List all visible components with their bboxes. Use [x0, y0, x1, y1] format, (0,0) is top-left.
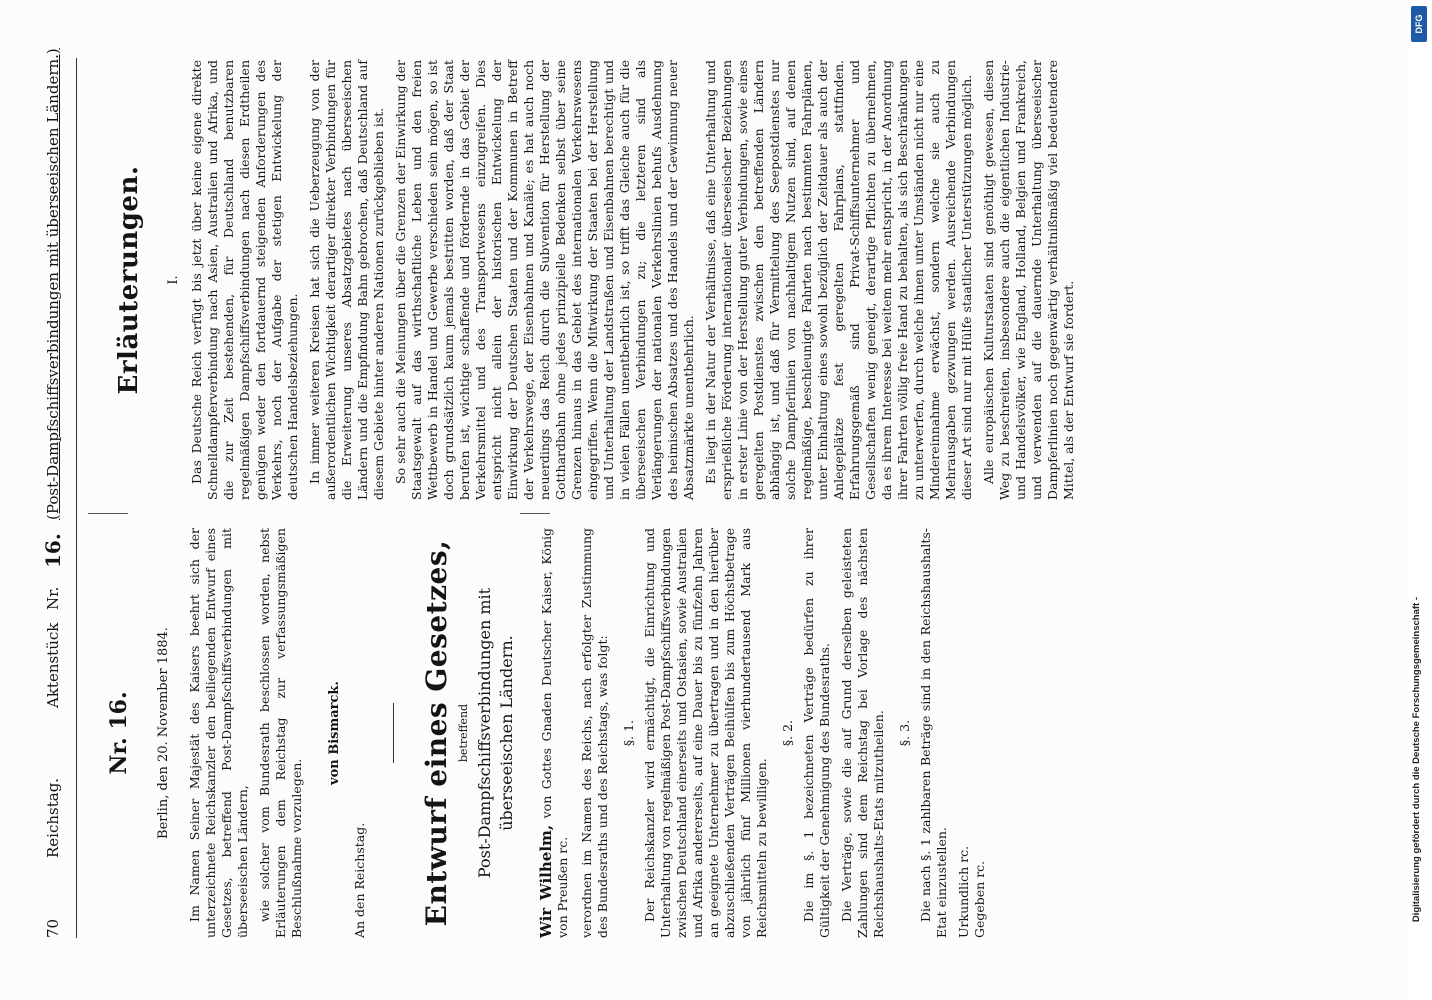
header-number: 16. — [41, 533, 65, 568]
draft-betreffend: betreffend — [457, 703, 470, 763]
roman-numeral: I. — [166, 275, 181, 285]
explanation-paragraph-1: Das Deutsche Reich verfügt bis jetzt über keine eigene direkte Schnelldampferverbindung nach Asien, Australien und Afrika, und die zur Zeit bestehenden, für Deutschland benutzbaren regelmäßigen Dampfschiffsverbindungen nach diesen Erdtheilen genügen weder den fortdauernd steigenden Anforderungen des Verkehrs, noch der Aufgabe der stetigen Entwickelung der deutschen Handelsbeziehungen. — [189, 60, 300, 500]
closing-given: Gegeben rc. — [972, 860, 987, 938]
cover-letter-text: Im Namen Seiner Majestät des Kaisers beehrt sich der unterzeichnete Reichskanzler den beiliegenden Entwurf eines Gesetzes, betreffend Post-Dampfschiffsverbindungen mit überseeischen Ländern, — [187, 528, 250, 938]
header-document: Aktenstück — [44, 622, 62, 708]
explanation-paragraph-2: In immer weiteren Kreisen hat sich die Ueberzeugung von der außerordentlichen Wichtigkeit derartiger direkter Verbindungen für die Erweiterung unseres Absatzgebietes nach überseeischen Ländern und die Empfindung Bahn gebrochen, daß Deutschland auf diesem Gebiete hinter anderen Nationen zurückgeblieben ist. — [307, 60, 386, 500]
digitization-sidebar — [1408, 0, 1432, 1000]
draft-title: Entwurf eines Gesetzes, — [420, 539, 453, 927]
explanation-paragraph-4: Es liegt in der Natur der Verhältnisse, daß eine Unterhaltung und ersprießliche Förderung internationaler überseeischer Beziehungen in erster Linie von der Herstellung guter Verbindungen, sowie eines geregelten Postdienstes zwischen den betreffenden Ländern abhängig ist, und daß für Vermittelung des Seepostdienstes nur solche Dampferlinien von nachhaltigem Nutzen sind, auf denen regelmäßige, beschleunigte Fahrten nach bestimmten Fahrplänen, unter Einhaltung eines sowohl bezüglich der Zeitdauer als auch der Anlegeplätze fest geregelten Fahrplans, stattfinden. Erfahrungsgemäß sind Privat-Schiffsunternehmer und Gesellschaften wenig geneigt, derartige Pflichten zu übernehmen, da es ihrem Interesse bei weitem mehr entspricht, in der Anordnung ihrer Fahrten völlig freie Hand zu behalten, als sich Beschränkungen zu unterwerfen, durch welche ihnen unter Umständen nicht nur eine Mindereinnahme erwächst, sondern welche sie auch zu Mehrausgaben gezwungen werden. Ausreichende Verbindungen dieser Art sind nur mit Hülfe staatlicher Unterstützungen möglich. — [703, 60, 974, 500]
header-source: Reichstag. — [44, 777, 62, 858]
header-nr-label: Nr. — [44, 586, 62, 610]
header-rule — [76, 58, 77, 938]
section-2-text: Die im §. 1 bezeichneten Verträge bedürfen zu ihrer Gültigkeit der Genehmigung des Bundesraths. — [801, 528, 832, 938]
running-header — [41, 48, 68, 938]
dfg-logo-text: DFG — [1414, 14, 1424, 34]
explanation-paragraph-3: So sehr auch die Meinungen über die Grenzen der Einwirkung der Staatsgewalt auf das wirthschaftliche Leben und den freien Wettbewerb in Handel und Gewerbe verschieden sein mögen, so ist doch grundsätzlich kaum jemals bestritten worden, daß der Staat berufen ist, wichtige schaffende und fördernde in das Gebiet der Verkehrsmittel und des Transportwesens einzugreifen. Dies entspricht nicht allein der historischen Entwickelung der Einwirkung der Deutschen Staaten und der Kommunen in Betreff der Verkehrswege, der Eisenbahnen und Kanäle; es hat auch noch neuerdings das Reich durch die Subvention für Herstellung der Gotthardbahn ohne jedes prinzipielle Bedenken selbst über seine Grenzen hinaus in das Gebiet des internationalen Verkehrswesens eingegriffen. Wenn die Mitwirkung der Staaten bei der Herstellung und Unterhaltung der Landstraßen und Eisenbahnen berechtigt und in vielen Fällen unentbehrlich ist, so trifft das Gleiche auch für die überseeischen Verbindungen zu; die letzteren sind als Verlängerungen der nationalen Verkehrslinien behufs Ausdehnung des heimischen Absatzes und des Handels und der Gewinnung neuer Absatzmärkte unentbehrlich. — [393, 60, 696, 500]
preamble-name: Wir Wilhelm, — [537, 824, 555, 938]
cover-letter-text-continued: wie solcher vom Bundesrath beschlossen worden, nebst Erläuterungen dem Reichstag zur verfassungsmäßigen Beschlußnahme vorzulegen. — [257, 528, 304, 938]
column-separator-top — [88, 513, 128, 514]
section-1-text: Der Reichskanzler wird ermächtigt, die Einrichtung und Unterhaltung von regelmäßigen Post-Dampfschiffsverbindungen zwischen Deutschland einerseits und Ostasien, sowie Australien und Afrika andererseits, auf eine Dauer bis zu fünfzehn Jahren an geeignete Unternehmer zu übertragen und in den hierüber abzuschließenden Verträgen Beihülfen bis zum Höchstbetrage von jährlich fünf Millionen vierhundertausend Mark aus Reichsmitteln zu bewilligen. — [642, 528, 769, 938]
left-column — [88, 528, 988, 938]
document-heading: Nr. 16. — [106, 691, 132, 775]
addressee: An den Reichstag. — [352, 822, 367, 938]
section-2-label: §. 2. — [780, 719, 795, 747]
header-subject: (Post-Dampfschiffsverbindungen mit überseeischen Ländern.) — [44, 48, 62, 520]
closing-formula: Urkundlich rc. — [956, 845, 971, 938]
column-separator-middle — [520, 513, 550, 514]
preamble — [538, 528, 571, 938]
section-divider — [393, 703, 394, 763]
draft-subject: Post-Dampfschiffsverbindungen mit überseeischen Ländern. — [475, 587, 516, 879]
explanations-heading: Erläuterungen. — [114, 165, 144, 395]
preamble-enactment: verordnen im Namen des Reichs, nach erfolgter Zustimmung des Bundesraths und des Reichstags, was folgt: — [579, 528, 610, 938]
preamble-title: von Gottes Gnaden Deutscher Kaiser, König von Preußen rc. — [539, 528, 570, 938]
signature: von Bismarck. — [327, 681, 342, 785]
section-1-label: §. 1. — [621, 719, 636, 747]
place-date: Berlin, den 20. November 1884. — [156, 627, 171, 839]
right-column — [88, 60, 1083, 500]
section-3-text: Die nach §. 1 zahlbaren Beträge sind in den Reichshaushalts-Etat einzustellen. — [918, 528, 949, 938]
section-3-label: §. 3. — [897, 719, 912, 747]
section-2-text-continued: Die Verträge, sowie die auf Grund derselben geleisteten Zahlungen sind dem Reichstag bei Vorlage des nächsten Reichshaushalts-Etats mitzutheilen. — [839, 528, 886, 938]
dfg-logo-icon — [1411, 6, 1427, 42]
page-number: 70 — [44, 918, 62, 938]
digitization-note: Digitalisierung gefördert durch die Deutsche Forschungsgemeinschaft - — [1411, 597, 1422, 923]
explanation-paragraph-5: Alle europäischen Kulturstaaten sind genöthigt gewesen, diesen Weg zu beschreiten, insbesondere auch die eigentlichen Industrie- und Handelsvölker, wie England, Holland, Belgien und Frankreich, und verwenden auf die dauernde Unterhaltung überseeischer Dampferlinien noch gegenwärtig verhältnißmäßig viel bedeutendere Mittel, als der Entwurf sie fordert. — [981, 60, 1076, 500]
